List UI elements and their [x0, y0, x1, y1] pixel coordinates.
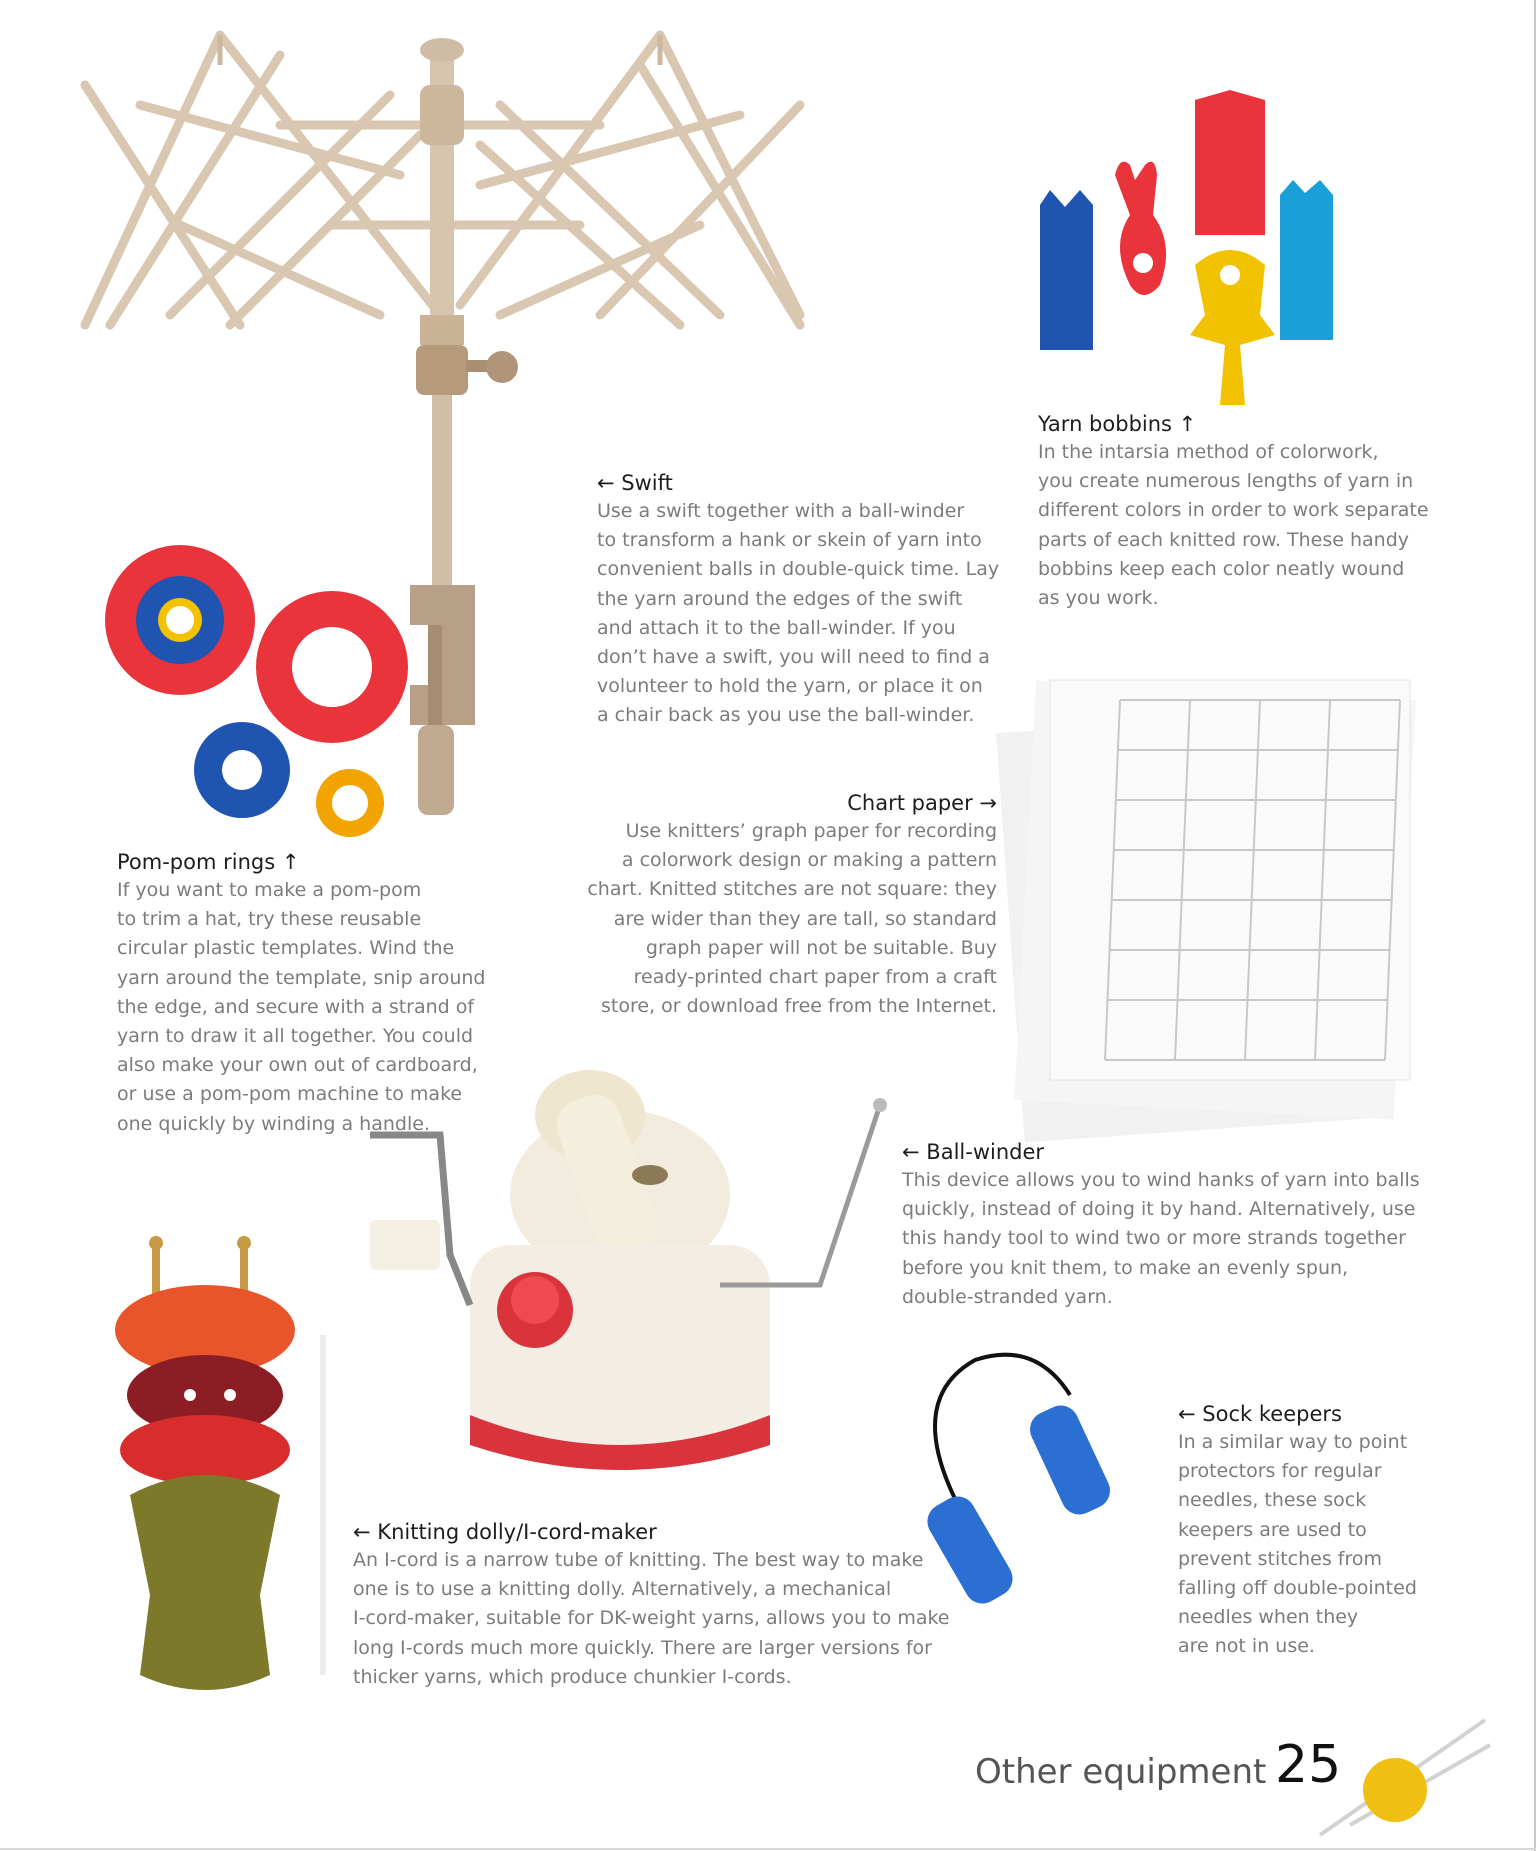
- sock-keepers-body: In a similar way to point protectors for regular needles, these sock keepers are used to prevent stitches from falling off double-pointed needles when they are not in use.: [1178, 1431, 1417, 1658]
- ball-winder-title: ← Ball-winder: [902, 1140, 1045, 1164]
- arrow-left-icon: ←: [902, 1140, 920, 1164]
- swift-caption: [597, 469, 999, 731]
- knitting-dolly-body: An I-cord is a narrow tube of knitting. The best way to make one is to use a knitting dolly. Alternatively, a mechanical I-cord-maker, suitable for DK-weight yarns, allows you to make long I-cords much more quickly. There are larger versions for thicker yarns, which produce chunkier I-cords.: [353, 1549, 950, 1688]
- chart-paper-caption: [560, 789, 997, 1021]
- sock-keepers-caption: [1178, 1400, 1417, 1662]
- chart-paper-illustration: [1005, 660, 1445, 1140]
- arrow-up-icon: ↑: [1178, 412, 1197, 436]
- pom-pom-rings-caption: [117, 848, 486, 1139]
- knitting-dolly-illustration: [110, 1235, 340, 1695]
- page-number: 25: [1275, 1735, 1342, 1795]
- section-title: Other equipment: [975, 1752, 1267, 1792]
- arrow-left-icon: ←: [1178, 1402, 1196, 1426]
- swift-title: ← Swift: [597, 471, 673, 495]
- page-bottom-edge: [0, 1848, 1536, 1850]
- arrow-right-icon: →: [979, 791, 997, 815]
- arrow-left-icon: ←: [597, 471, 615, 495]
- arrow-left-icon: ←: [353, 1520, 371, 1544]
- yarn-bobbins-body: In the intarsia method of colorwork, you create numerous lengths of yarn in different colors in order to work separate parts of each knitted row. These handy bobbins keep each color neatly wound as you work.: [1038, 441, 1429, 610]
- pom-pom-rings-illustration: [100, 545, 430, 845]
- chart-paper-body: Use knitters’ graph paper for recording a colorwork design or making a pattern chart. Knitted stitches are not square: they are wider than they are tall, so standard graph paper will not be suitable. Buy ready-printed chart paper from a craft store, or download free from the Internet.: [587, 820, 997, 1018]
- knitting-dolly-title: ← Knitting dolly/I-cord-maker: [353, 1520, 657, 1544]
- yarn-bobbins-title: Yarn bobbins ↑: [1038, 412, 1197, 436]
- sock-keepers-title: ← Sock keepers: [1178, 1402, 1342, 1426]
- arrow-up-icon: ↑: [281, 850, 300, 874]
- ball-winder-caption: [902, 1138, 1420, 1312]
- swift-body: Use a swift together with a ball-winder to transform a hank or skein of yarn into convenient balls in double-quick time. Lay the yarn around the edges of the swift and attach it to the ball-winder. If you don’t have a swift, you will need to find a volunteer to hold the yarn, or place it on a chair back as you use the ball-winder.: [597, 500, 1000, 727]
- yarn-bobbins-illustration: [1035, 85, 1345, 405]
- pom-pom-rings-body: If you want to make a pom-pom to trim a hat, try these reusable circular plastic templates. Wind the yarn around the template, snip around the edge, and secure with a strand of yarn to draw it all together. You could also make your own out of cardboard, or use a pom-pom machine to make one quickly by winding a handle.: [117, 879, 486, 1135]
- yarn-bobbins-caption: [1038, 410, 1429, 613]
- knitting-dolly-caption: [353, 1518, 950, 1692]
- chart-paper-title: Chart paper →: [847, 791, 997, 815]
- pom-pom-rings-title: Pom-pom rings ↑: [117, 850, 300, 874]
- ball-winder-body: This device allows you to wind hanks of yarn into balls quickly, instead of doing it by hand. Alternatively, use this handy tool to wind two or more strands together before you knit them, to make an evenly spun, double-stranded yarn.: [902, 1169, 1420, 1308]
